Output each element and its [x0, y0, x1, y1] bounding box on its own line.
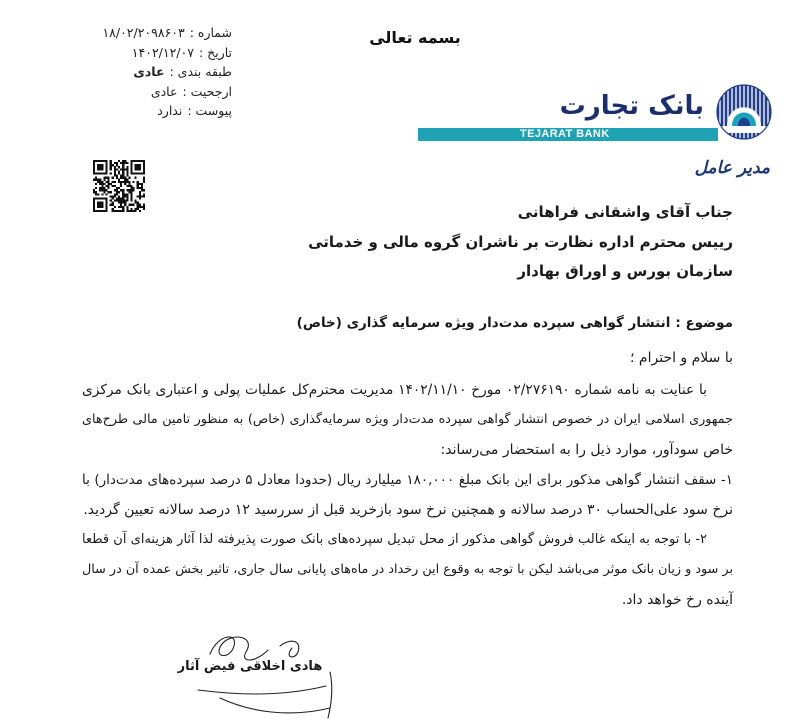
letter-date — [102, 43, 232, 63]
meta-label: تاریخ : — [198, 44, 232, 60]
ceo-office-title: مدیر عامل — [694, 158, 770, 178]
signer-name: هادی اخلاقی فیض آثار — [177, 659, 323, 674]
greeting: با سلام و احترام ؛ — [630, 350, 733, 366]
letter-classification — [102, 62, 232, 82]
meta-label: طبقه بندی : — [169, 64, 232, 79]
logo-english-name: TEJARAT BANK — [520, 128, 610, 140]
meta-value: ندارد — [157, 103, 183, 118]
basmala-heading: بسمه تعالی — [369, 28, 461, 47]
item-2-line: ۲- با توجه به اینکه غالب فروش گواهی مذکور از محل تبدیل سپرده‌های بانک صورت پذیرفته لذا آثار هزینه‌ای آن قطعا — [82, 532, 707, 547]
item-1-line: ۱- سقف انتشار گواهی مذکور برای این بانک مبلغ ۱۸۰,۰۰۰ میلیارد ریال (حدودا معادل ۵ درصد سپرده‌های مدت‌دار) با — [82, 472, 733, 488]
letter-attachment — [102, 101, 232, 121]
handwritten-signature — [180, 628, 360, 720]
meta-label: پیوست : — [187, 103, 232, 118]
bank-logo — [418, 82, 777, 144]
subject-label: موضوع : — [675, 315, 733, 331]
recipient-name: جناب آقای واشقانی فراهانی — [517, 203, 733, 221]
intro-line: جمهوری اسلامی ایران در خصوص انتشار گواهی سپرده مدت‌دار ویژه سرمایه‌گذاری (خاص) به منظور تامین مالی طرح‌های — [82, 412, 733, 427]
letter-body — [82, 375, 733, 615]
item-1-line: نرخ سود علی‌الحساب ۳۰ درصد سالانه و همچنین نرخ سود بازخرید قبل از سررسید ۱۲ درصد سالانه تعیین گردید. — [83, 502, 733, 518]
meta-label: ارجحیت : — [182, 83, 232, 99]
meta-label: شماره : — [189, 25, 232, 40]
intro-line: با عنایت به نامه شماره ۰۲/۲۷۶۱۹۰ مورخ ۱۴۰۲/۱۱/۱۰ مدیریت محترم‌کل عملیات پولی و اعتباری بانک مرکزی — [82, 382, 707, 398]
letter-priority — [102, 82, 232, 102]
recipient-block — [82, 198, 733, 287]
bank-emblem-icon — [711, 82, 777, 144]
meta-value: عادی — [133, 64, 165, 79]
item-2-line: بر سود و زیان بانک موثر می‌باشد لیکن با توجه به وقوع این رخداد در ماه‌های پایانی سال جاری، تاثیر بخش عمده آن در سال — [82, 562, 733, 577]
letter-meta — [102, 23, 232, 121]
meta-value: عادی — [150, 83, 178, 99]
subject-text: انتشار گواهی سپرده مدت‌دار ویژه سرمایه گذاری (خاص) — [296, 315, 671, 331]
item-2-line: آینده رخ خواهد داد. — [621, 592, 733, 608]
recipient-position: رییس محترم اداره نظارت بر ناشران گروه مالی و خدماتی — [308, 232, 733, 251]
intro-line: خاص سودآور، موارد ذیل را به استحضار می‌رساند: — [440, 442, 733, 458]
logo-persian-name: بانک تجارت — [559, 91, 704, 121]
subject-line — [82, 313, 733, 333]
meta-value: ۱۸/۰۲/۲۰۹۸۶۰۳ — [102, 25, 185, 40]
recipient-organization: سازمان بورس و اوراق بهادار — [517, 262, 733, 280]
meta-value: ۱۴۰۲/۱۲/۰۷ — [131, 44, 194, 60]
letter-number — [102, 23, 232, 43]
